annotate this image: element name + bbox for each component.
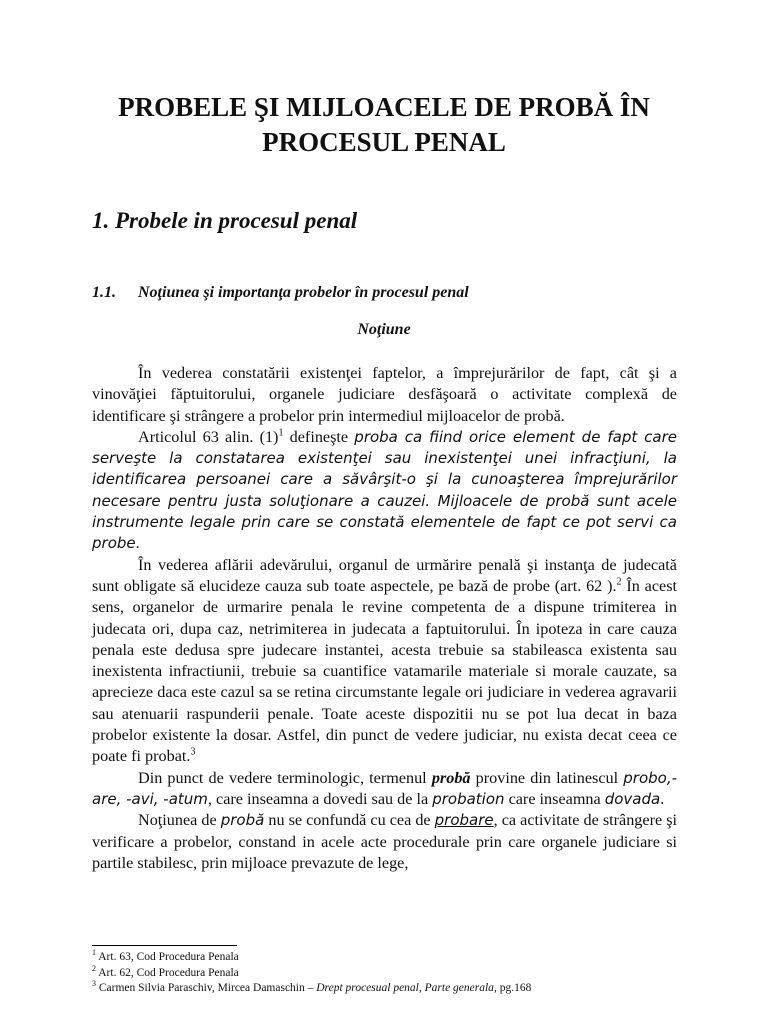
footnote-1-text: Art. 63, Cod Procedura Penala <box>96 951 239 963</box>
p5-c: nu se confundă cu cea de <box>264 811 435 830</box>
p3-b: În acest sens, organelor de urmarire penala le revine competenta de a dispune trimiterea in judecata ori, dupa caz, netrimiterea in judecata a faptuitorului. În ipoteza in care cauza penala este dedusa spre judecare instantei, acesta trebuie sa stabileasca existenta sau inexistenta infractiunii, trebuie sa cuantifice vatamarile materiale si morale cauzate, sa aprecieze daca este cazul sa se retina circumstante legale ori judiciare in vederea agravarii sau atenuarii raspunderii penale. Toate aceste dispozitii nu se pot lua decat in baza probelor existente la dosar. Astfel, din punct de vedere judiciar, nu exista decat ceea ce poate fi probat. <box>92 576 677 766</box>
footnote-3 <box>92 981 712 997</box>
p4-g: care inseamna <box>504 789 605 808</box>
footnote-3-authors: Carmen Silvia Paraschiv, Mircea Damaschin – <box>96 982 317 994</box>
subheading-notiune: Noţiune <box>357 321 411 338</box>
p2-end: . <box>135 534 140 553</box>
document-title <box>60 90 708 160</box>
footnote-3-book-title: Drept procesual penal, Parte generala <box>316 982 494 994</box>
footnote-2 <box>92 963 712 982</box>
footnote-ref-2[interactable]: 2 <box>616 576 622 588</box>
footnote-1-number: 1 <box>92 948 96 958</box>
paragraph-1: În vederea constatării existenţei faptelor, a împrejurărilor de fapt, cât şi a vinovăţiei făptuitorului, organele judiciare desfăşoară o activitate complexă de identificare şi strângere a probelor prin intermediul mijloacelor de probă. <box>92 364 677 425</box>
p5-e: , ca activitate de strângere şi verificare a probelor, constand in acele acte procedurale prin care organele judiciare si partile stabilesc, prin mijloace prevazute de lege, <box>92 811 678 872</box>
footnote-2-text: Art. 62, Cod Procedura Penala <box>96 966 239 979</box>
term-probare: probare <box>434 811 494 830</box>
term-dovada: dovada <box>604 789 661 808</box>
footnote-3-page: , pg.168 <box>493 982 532 994</box>
footnote-ref-1[interactable]: 1 <box>278 427 284 439</box>
title-line-1: PROBELE ŞI MIJLOACELE DE PROBĂ ÎN <box>118 92 650 122</box>
footnote-separator <box>92 945 237 946</box>
p3-a: În vederea aflării adevărului, organul de urmărire penală şi instanţa de judecată sunt obligate să elucideze cauza sub toate aspectele, pe bază de probe (art. 62 ). <box>92 555 677 595</box>
section-heading: 1. Probele in procesul penal <box>92 208 358 233</box>
latin-term: probo,- are, -avi, -atum <box>92 768 678 808</box>
footnote-3-number: 3 <box>92 979 96 989</box>
term-proba: probă <box>431 768 471 787</box>
body-text <box>92 363 677 874</box>
paragraph-2 <box>92 427 677 555</box>
term-proba-2: probă <box>220 811 265 830</box>
p2-mid: defineşte <box>283 427 355 446</box>
footnote-ref-3[interactable]: 3 <box>190 746 196 758</box>
paragraph-4 <box>92 768 677 811</box>
subsection-number: 1.1. <box>92 284 116 301</box>
title-line-2: PROCESUL PENAL <box>262 127 506 157</box>
subsection-heading <box>92 284 469 302</box>
p2-start: Articolul 63 alin. (1) <box>138 427 279 446</box>
footnotes <box>92 950 712 997</box>
footnote-1 <box>92 950 712 966</box>
p4-i: . <box>660 789 665 808</box>
p4-e: , care inseamna a dovedi sau de la <box>207 789 433 808</box>
p4-a: Din punct de vedere terminologic, termenul <box>138 768 432 787</box>
footnote-2-number: 2 <box>92 963 96 973</box>
latin-probation: probation <box>432 789 505 808</box>
paragraph-5 <box>92 810 677 874</box>
paragraph-3 <box>92 555 677 768</box>
p5-a: Noţiunea de <box>138 811 221 830</box>
subsection-title: Noţiunea şi importanţa probelor în procesul penal <box>138 284 469 301</box>
p4-c: provine din latinescul <box>470 768 624 787</box>
definition-quote: proba ca fiind orice element de fapt care serveşte la constatarea existenţei sau inexistenţei unei infracţiuni, la identificarea persoanei care a săvârşit-o şi la cunoaşterea împrejurărilor necesare pentru justa soluţionare a cauzei. Mijloacele de probă sunt acele instrumente legale prin care se constată elementele de fapt ce pot servi ca probe <box>92 427 677 553</box>
